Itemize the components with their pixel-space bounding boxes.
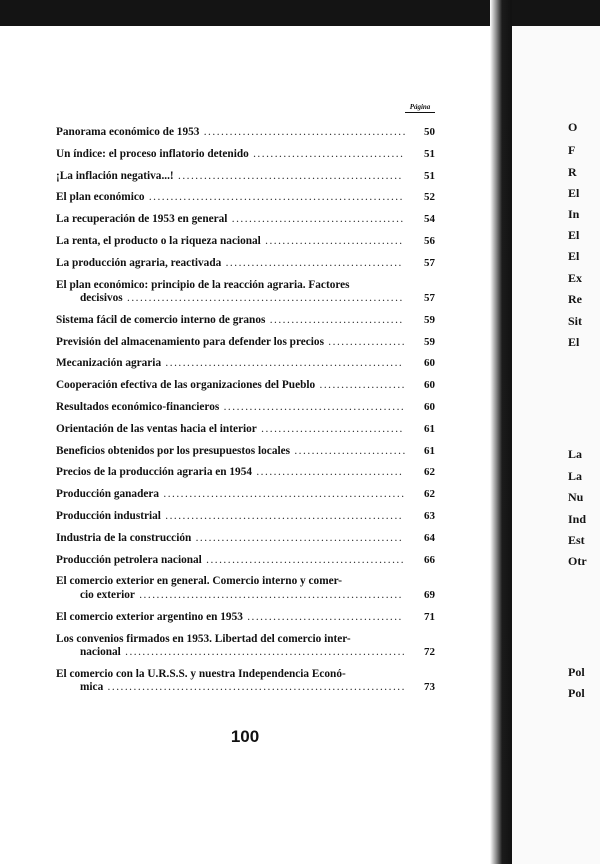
toc-entry	[56, 148, 437, 162]
right-page-fragment: El	[568, 186, 580, 200]
dot-leader: ....................	[315, 379, 406, 392]
toc-entry-page: 52	[424, 191, 435, 204]
dot-leader: .........................................	[221, 256, 403, 269]
right-page-fragment: Otr	[568, 554, 587, 568]
dot-leader: ...............................................	[199, 126, 407, 138]
toc-entry	[56, 633, 437, 660]
toc-entry-title: Resultados económico-financieros	[56, 401, 220, 414]
toc-entry	[56, 575, 437, 602]
toc-entry-title: Producción industrial	[56, 510, 161, 523]
toc-entry	[56, 668, 437, 695]
toc-entry	[56, 611, 437, 625]
right-page-fragment: F	[568, 143, 576, 157]
toc-entry-page: 57	[424, 256, 435, 269]
toc-entry	[56, 532, 437, 546]
toc-entry-title: Beneficios obtenidos por los presupuestos locales	[56, 444, 291, 457]
dot-leader: ..............................................	[201, 553, 406, 566]
dot-leader: ...........................................................	[144, 191, 404, 204]
toc-entry-title-continuation	[56, 646, 407, 660]
toc-entry-page: 61	[424, 422, 435, 435]
toc-entry-page: 66	[424, 553, 435, 566]
dot-leader: ................................................	[191, 531, 404, 544]
toc-entry-title-continuation	[56, 589, 407, 603]
toc-entry-page: 64	[424, 531, 435, 544]
dot-leader: .....................................................................	[103, 681, 406, 694]
right-page-fragment: El	[568, 228, 580, 242]
toc-entry-title: Sistema fácil de comercio interno de granos	[56, 313, 266, 326]
right-page-fragment: Pol	[568, 665, 585, 679]
toc-entry-title: Producción ganadera	[56, 488, 160, 501]
toc-entry	[56, 279, 437, 306]
toc-entry-title: El comercio exterior argentino en 1953	[56, 610, 243, 623]
dot-leader: ..........................................	[219, 401, 406, 414]
toc-entry-title-continuation	[56, 292, 407, 306]
toc-entry	[56, 314, 437, 328]
pagina-column-header: Página	[405, 103, 435, 113]
toc-entry-page: 73	[424, 681, 435, 694]
dot-leader: ....................................................	[173, 169, 403, 182]
toc-entry-page: 59	[424, 335, 435, 348]
toc-entry	[56, 191, 437, 205]
dot-leader: ....................................	[242, 610, 403, 623]
toc-entry-title: Orientación de las ventas hacia el interior	[56, 422, 257, 435]
toc-entry-title: Producción petrolera nacional	[56, 553, 202, 566]
right-page	[512, 26, 600, 864]
toc-entry-title: ¡La inflación negativa...!	[56, 169, 174, 182]
toc-entry	[56, 445, 437, 459]
toc-entry	[56, 126, 437, 140]
dot-leader: .......................................................	[161, 357, 404, 370]
toc-entry-page: 60	[424, 401, 435, 414]
toc-entry-page: 62	[424, 488, 435, 501]
toc-entry	[56, 235, 437, 249]
toc-entry-title: Industria de la construcción	[56, 531, 192, 544]
table-of-contents	[56, 126, 437, 703]
toc-entry	[56, 510, 437, 524]
right-page-fragment: R	[568, 165, 577, 179]
right-page-fragment: La	[568, 447, 583, 461]
toc-entry-title-line2: decisivos	[80, 292, 123, 305]
toc-entry-title: Precios de la producción agraria en 1954	[56, 466, 253, 479]
toc-entry-page: 50	[424, 126, 435, 138]
toc-entry-page: 72	[424, 646, 435, 659]
toc-entry-page: 51	[424, 169, 435, 182]
toc-entry-title: La recuperación de 1953 en general	[56, 213, 228, 226]
dot-leader: .............................................................	[134, 588, 403, 601]
toc-entry-title: El plan económico	[56, 191, 145, 204]
page-number: 100	[230, 727, 260, 746]
right-page-fragment: Re	[568, 292, 582, 306]
toc-entry	[56, 170, 437, 184]
dot-leader: ..................	[323, 335, 407, 348]
dot-leader: .................................................................	[120, 646, 407, 659]
toc-entry	[56, 213, 437, 227]
toc-entry-page: 71	[424, 610, 435, 623]
toc-entry-title: Panorama económico de 1953	[56, 126, 200, 138]
toc-entry-title: El plan económico: principio de la reacción agraria. Factores	[56, 278, 350, 291]
toc-entry	[56, 379, 437, 393]
toc-entry	[56, 357, 437, 371]
right-page-fragment: Pol	[568, 686, 585, 700]
toc-entry-title: Cooperación efectiva de las organizaciones del Pueblo	[56, 379, 316, 392]
dot-leader: .......................................................	[160, 510, 404, 523]
right-page-fragment: O	[568, 120, 578, 134]
toc-entry	[56, 336, 437, 350]
dot-leader: ...................................	[248, 147, 405, 160]
toc-entry-title-line2: cio exterior	[80, 588, 135, 601]
dot-leader: ........................................................	[159, 488, 406, 501]
toc-entry-title: La producción agraria, reactivada	[56, 256, 222, 269]
toc-entry-page: 54	[424, 213, 435, 226]
right-page-fragment: El	[568, 335, 580, 349]
dot-leader: .................................	[256, 422, 404, 435]
toc-entry-title-line2: nacional	[80, 646, 121, 659]
toc-entry-page: 56	[424, 234, 435, 247]
right-page-fragment: Ind	[568, 512, 587, 526]
toc-entry	[56, 466, 437, 480]
toc-entry	[56, 554, 437, 568]
toc-entry-page: 57	[424, 292, 435, 305]
toc-entry-page: 63	[424, 510, 435, 523]
toc-entry-page: 51	[424, 147, 435, 160]
toc-entry-title: Mecanización agraria	[56, 357, 162, 370]
toc-entry-title-continuation	[56, 681, 407, 695]
toc-entry-page: 62	[424, 466, 435, 479]
right-page-fragment: La	[568, 469, 583, 483]
toc-entry-page: 61	[424, 444, 435, 457]
toc-entry-page: 60	[424, 379, 435, 392]
right-page-fragment: Ex	[568, 271, 583, 285]
dot-leader: ..................................	[252, 466, 404, 479]
right-page-fragment: Est	[568, 533, 585, 547]
toc-entry	[56, 401, 437, 415]
toc-entry-title: Previsión del almacenamiento para defender los precios	[56, 335, 324, 348]
dot-leader: ........................................	[227, 213, 405, 226]
toc-entry-title: La renta, el producto o la riqueza nacional	[56, 234, 261, 247]
toc-entry-title: Un índice: el proceso inflatorio detenido	[56, 147, 249, 160]
toc-entry-page: 69	[424, 588, 435, 601]
dot-leader: ................................	[260, 234, 404, 247]
toc-entry-title: Los convenios firmados en 1953. Libertad del comercio inter-	[56, 632, 351, 645]
toc-entry	[56, 257, 437, 271]
toc-entry-title-line2: mica	[80, 681, 104, 694]
toc-entry	[56, 488, 437, 502]
right-page-fragment: In	[568, 207, 580, 221]
toc-entry-page: 59	[424, 313, 435, 326]
dot-leader: ................................................................	[122, 292, 404, 305]
toc-entry-page: 60	[424, 357, 435, 370]
right-page-fragment: El	[568, 249, 580, 263]
book-spine-shadow	[490, 0, 512, 864]
toc-entry	[56, 423, 437, 437]
right-page-fragment: Sit	[568, 314, 583, 328]
dot-leader: ..........................	[290, 444, 407, 457]
dot-leader: ...............................	[265, 313, 404, 326]
toc-entry-title: El comercio con la U.R.S.S. y nuestra Independencia Econó-	[56, 667, 346, 680]
toc-entry-title: El comercio exterior en general. Comercio interno y comer-	[56, 575, 342, 588]
right-page-fragment: Nu	[568, 490, 584, 504]
